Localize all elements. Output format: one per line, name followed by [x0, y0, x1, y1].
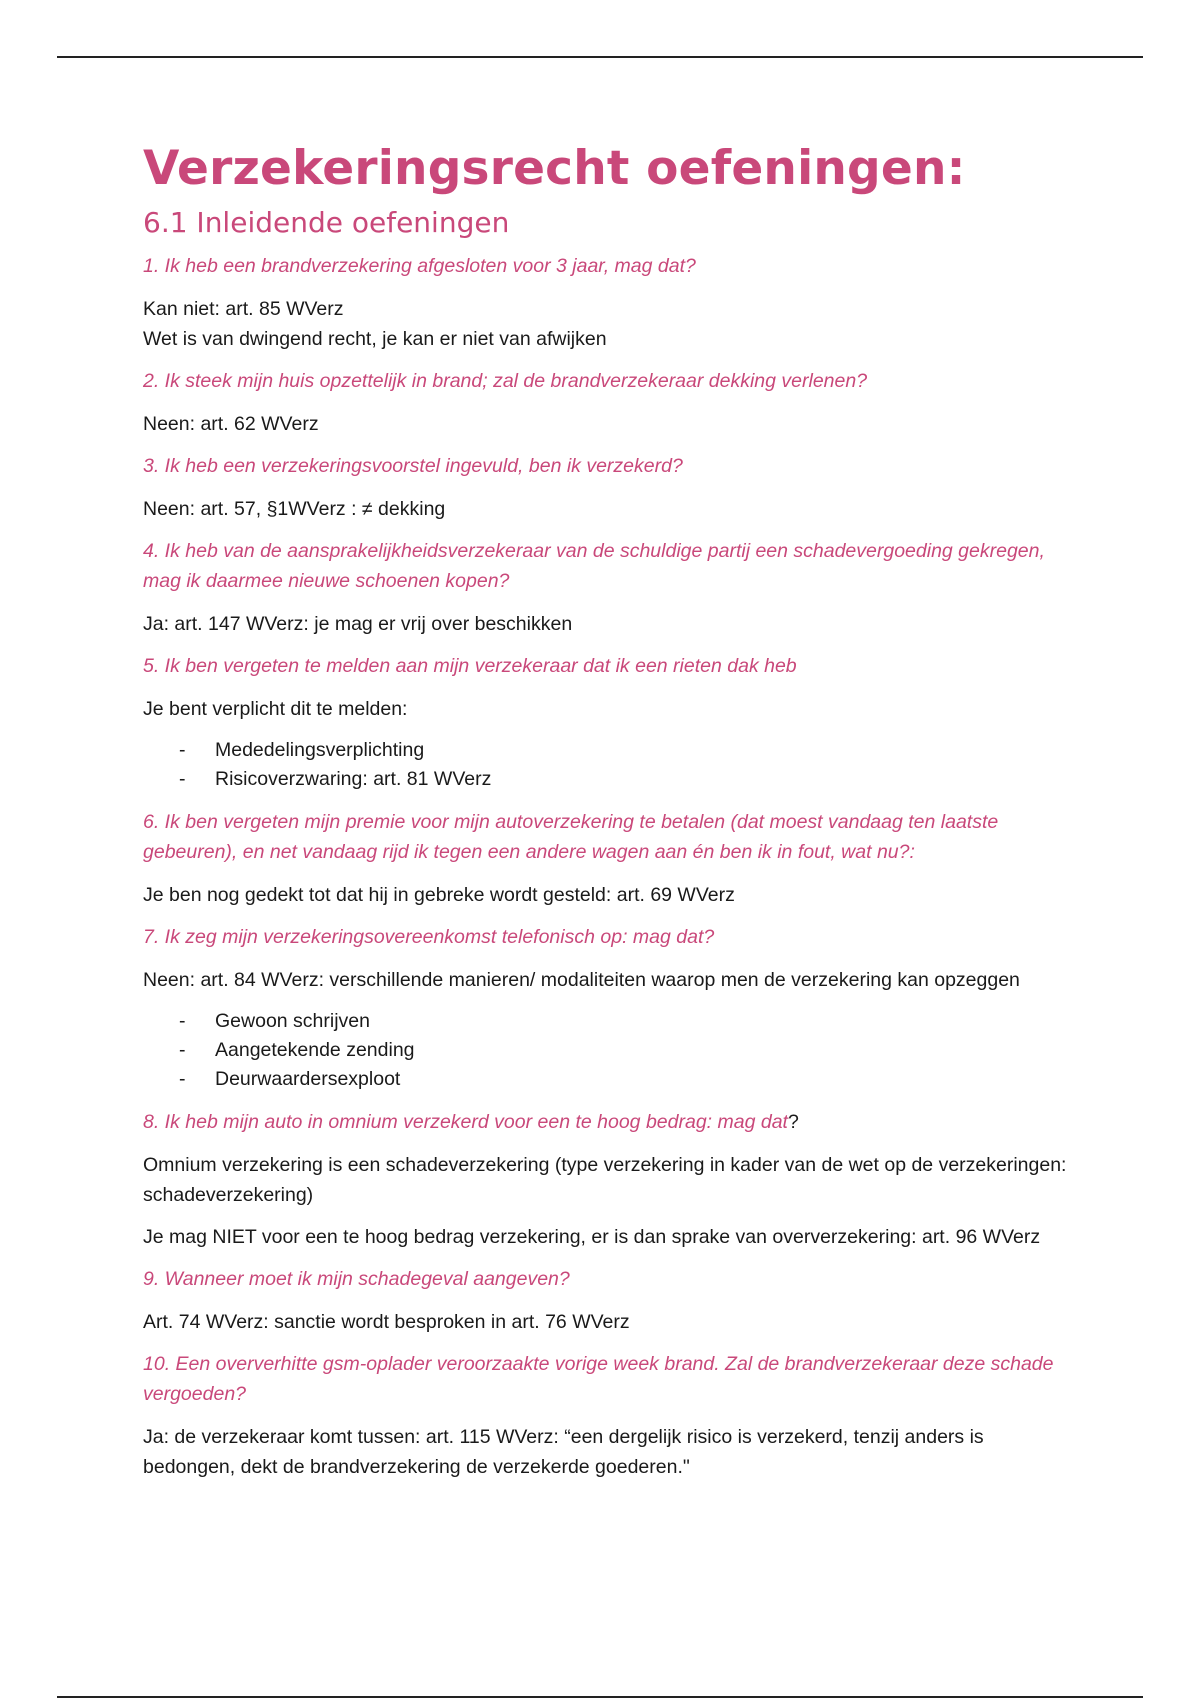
- list-item-text: Gewoon schrijven: [215, 1010, 370, 1032]
- dash-bullet-icon: -: [179, 739, 186, 761]
- list-item-text: Aangetekende zending: [215, 1039, 415, 1061]
- dash-bullet-icon: -: [179, 1039, 186, 1061]
- header-rule: [57, 56, 1143, 58]
- dash-bullet-icon: -: [179, 768, 186, 790]
- list-item-text: Mededelingsverplichting: [215, 739, 425, 761]
- document-body: [143, 138, 1073, 1494]
- list-item: [143, 1036, 1073, 1065]
- answer-7-list: [143, 1007, 1073, 1094]
- question-4: 4. Ik heb van de aansprakelijkheidsverzekeraar van de schuldige partij een schadevergoeding gekregen, mag ik daarmee nieuwe schoenen kopen?: [143, 540, 1045, 592]
- question-3: 3. Ik heb een verzekeringsvoorstel ingevuld, ben ik verzekerd?: [143, 455, 683, 477]
- question-9: 9. Wanneer moet ik mijn schadegeval aangeven?: [143, 1268, 570, 1290]
- answer-8-paragraph-2: Je mag NIET voor een te hoog bedrag verzekering, er is dan sprake van oververzekering: art. 96 WVerz: [143, 1226, 1041, 1248]
- answer-5-list: [143, 736, 1073, 794]
- dash-bullet-icon: -: [179, 1010, 186, 1032]
- list-item: [143, 1007, 1073, 1036]
- list-item-text: Deurwaardersexploot: [215, 1068, 401, 1090]
- answer-8-paragraph-1: Omnium verzekering is een schadeverzekering (type verzekering in kader van de wet op de verzekeringen: schadeverzekering): [143, 1154, 1067, 1206]
- question-10: 10. Een oververhitte gsm-oplader veroorzaakte vorige week brand. Zal de brandverzekeraar deze schade vergoeden?: [143, 1353, 1054, 1405]
- answer-10: Ja: de verzekeraar komt tussen: art. 115 WVerz: “een dergelijk risico is verzekerd, tenzij anders is bedongen, dekt de brandverzekering de verzekerde goederen.": [143, 1426, 984, 1478]
- question-5: 5. Ik ben vergeten te melden aan mijn verzekeraar dat ik een rieten dak heb: [143, 655, 797, 677]
- question-2: 2. Ik steek mijn huis opzettelijk in brand; zal de brandverzekeraar dekking verlenen?: [143, 370, 868, 392]
- list-item-text: Risicoverzwaring: art. 81 WVerz: [215, 768, 492, 790]
- answer-2: Neen: art. 62 WVerz: [143, 413, 319, 435]
- list-item: [143, 1065, 1073, 1094]
- answer-7: Neen: art. 84 WVerz: verschillende manieren/ modaliteiten waarop men de verzekering kan opzeggen: [143, 969, 1020, 991]
- question-1: 1. Ik heb een brandverzekering afgesloten voor 3 jaar, mag dat?: [143, 255, 696, 277]
- question-8: [143, 1107, 1073, 1137]
- list-item: [143, 765, 1073, 794]
- question-8-tail: ?: [787, 1111, 799, 1133]
- answer-1-line-1: Kan niet: art. 85 WVerz: [143, 298, 344, 320]
- section-heading: 6.1 Inleidende oefeningen: [143, 206, 510, 239]
- page-title: Verzekeringsrecht oefeningen:: [143, 141, 966, 196]
- answer-4: Ja: art. 147 WVerz: je mag er vrij over beschikken: [143, 613, 573, 635]
- answer-9: Art. 74 WVerz: sanctie wordt besproken in art. 76 WVerz: [143, 1311, 630, 1333]
- dash-bullet-icon: -: [179, 1068, 186, 1090]
- answer-1-line-2: Wet is van dwingend recht, je kan er niet van afwijken: [143, 328, 607, 350]
- list-item: [143, 736, 1073, 765]
- answer-3: Neen: art. 57, §1WVerz : ≠ dekking: [143, 498, 446, 520]
- answer-5: Je bent verplicht dit te melden:: [143, 698, 408, 720]
- question-7: 7. Ik zeg mijn verzekeringsovereenkomst telefonisch op: mag dat?: [143, 926, 715, 948]
- question-6: 6. Ik ben vergeten mijn premie voor mijn autoverzekering te betalen (dat moest vandaag ten laatste gebeuren), en net vandaag rijd ik tegen een andere wagen aan én ben ik in fout, wat nu?:: [143, 811, 999, 863]
- footer-rule: [57, 1696, 1143, 1698]
- question-8-text: 8. Ik heb mijn auto in omnium verzekerd voor een te hoog bedrag: mag dat: [143, 1111, 788, 1133]
- answer-6: Je ben nog gedekt tot dat hij in gebreke wordt gesteld: art. 69 WVerz: [143, 884, 735, 906]
